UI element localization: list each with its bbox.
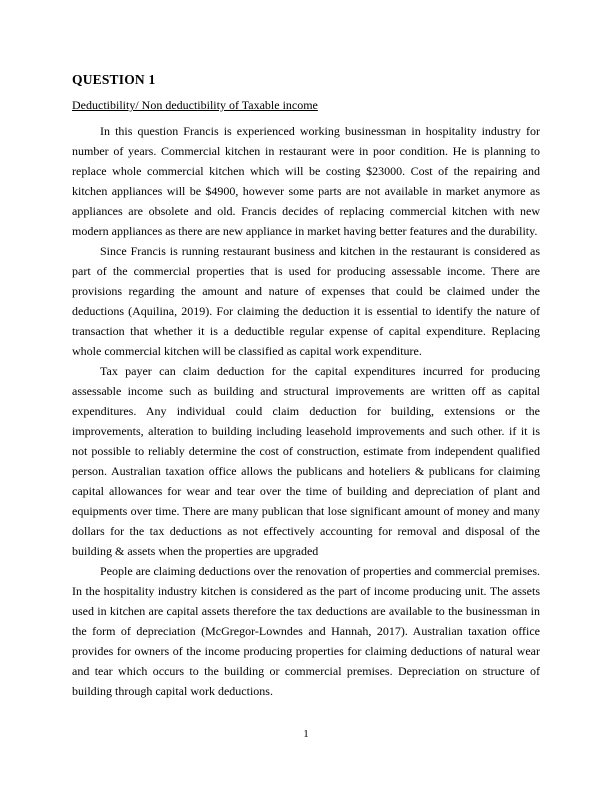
paragraph-3: Tax payer can claim deduction for the capital expenditures incurred for producing assessable income such as building and structural improvements are written off as capital expenditures. Any individual could claim deduction for building, extensions or the improvements, alteration to building including leasehold improvements and such other. if it is not possible to reliably determine the cost of construction, estimate from independent qualified person. Australian taxation office allows the publicans and hoteliers & publicans for claiming capital allowances for wear and tear over the time of building and depreciation of plant and equipments over time. There are many publican that lose significant amount of money and many dollars for the tax deductions as not effectively accounting for removal and disposal of the building & assets when the properties are upgraded [72, 364, 540, 558]
section-subheading: Deductibility/ Non deductibility of Taxable income [72, 98, 318, 112]
page-number: 1 [303, 728, 309, 740]
paragraph-4: People are claiming deductions over the renovation of properties and commercial premises. In the hospitality industry kitchen is considered as the part of income producing unit. The assets used in kitchen are capital assets therefore the tax deductions are available to the businessman in the form of depreciation (McGregor-Lowndes and Hannah, 2017). Australian taxation office provides for owners of the income producing properties for claiming deductions of natural wear and tear which occurs to the building or commercial premises. Depreciation on structure of building through capital work deductions. [72, 564, 540, 698]
question-heading: QUESTION 1 [72, 72, 156, 87]
paragraph-2: Since Francis is running restaurant business and kitchen in the restaurant is considered as part of the commercial properties that is used for producing assessable income. There are provisions regarding the amount and nature of expenses that could be claimed under the deductions (Aquilina, 2019). For claiming the deduction it is essential to identify the nature of transaction that whether it is a deductible regular expense of capital expenditure. Replacing whole commercial kitchen will be classified as capital work expenditure. [72, 244, 540, 358]
paragraph-1: In this question Francis is experienced working businessman in hospitality industry for number of years. Commercial kitchen in restaurant were in poor condition. He is planning to replace whole commercial kitchen which will be costing $23000. Cost of the repairing and kitchen appliances will be $4900, however some parts are not available in market anymore as appliances are obsolete and old. Francis decides of replacing commercial kitchen with new modern appliances as there are new appliance in market having better features and the durability. [72, 124, 540, 238]
